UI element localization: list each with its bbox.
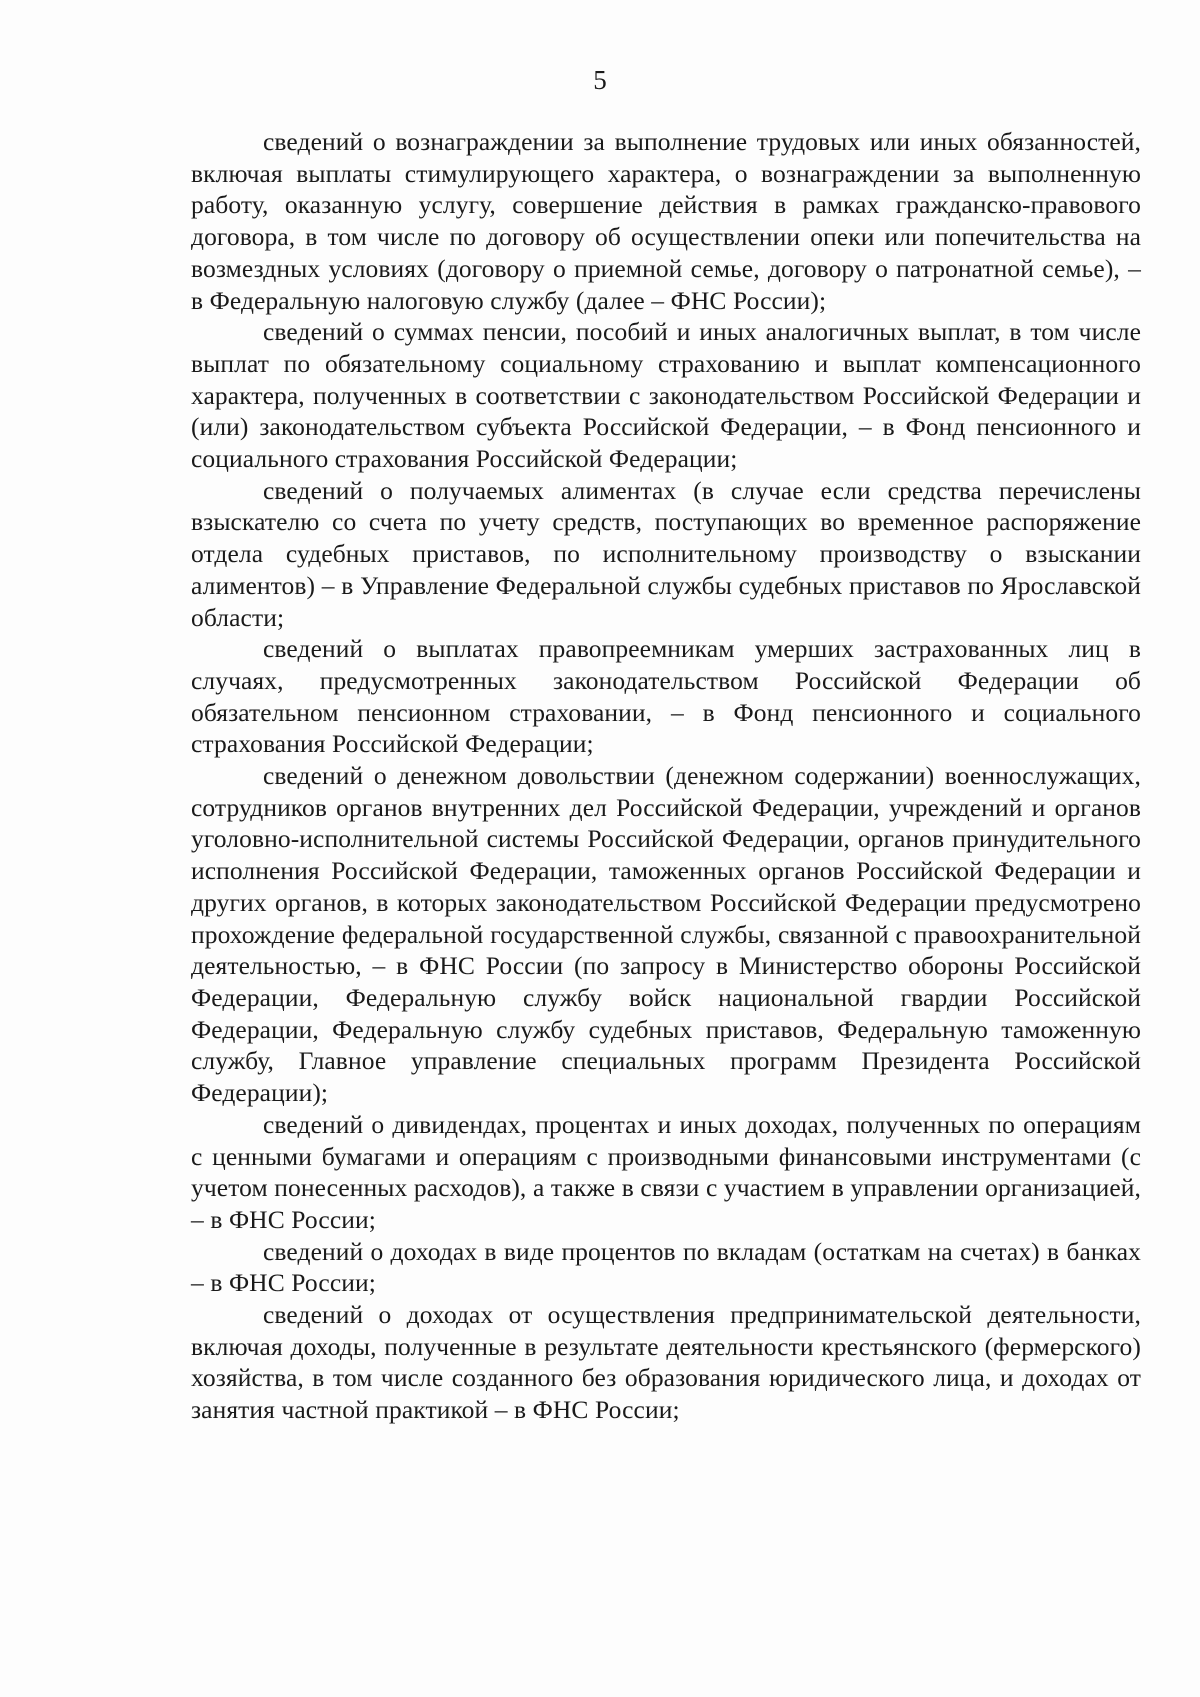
paragraph-dividends: сведений о дивидендах, процентах и иных доходах, полученных по операциям с ценными бумагами и операциям с производными финансовыми инструментами (с учетом понесенных расходов), а также в связи с участием в управлении организацией, – в ФНС России;: [191, 1109, 1141, 1234]
paragraph-successor-payments: сведений о выплатах правопреемникам умерших застрахованных лиц в случаях, предусмотренных законодательством Российской Федерации об обязательном пенсионном страховании, – в Фонд пенсионного и социального страхования Российской Федерации;: [191, 634, 1141, 759]
paragraph-military-allowance: сведений о денежном довольствии (денежном содержании) военнослужащих, сотрудников органов внутренних дел Российской Федерации, учреждений и органов уголовно-исполнительной системы Российской Федерации, органов принудительного исполнения Российской Федерации, таможенных органов Российской Федерации и других органов, в которых законодательством Российской Федерации предусмотрено прохождение федеральной государственной службы, связанной с правоохранительной деятельностью, – в ФНС России (по запросу в Министерство обороны Российской Федерации, Федеральную службу войск национальной гвардии Российской Федерации, Федеральную службу судебных приставов, Федеральную таможенную службу, Главное управление специальных программ Президента Российской Федерации);: [191, 761, 1141, 1108]
paragraph-alimony: сведений о получаемых алиментах (в случае если средства перечислены взыскателю со счета по учету средств, поступающих во временное распоряжение отдела судебных приставов, по исполнительному производству о взыскании алиментов) – в Управление Федеральной службы судебных приставов по Ярославской области;: [191, 475, 1141, 632]
paragraph-business-income: сведений о доходах от осуществления предпринимательской деятельности, включая доходы, полученные в результате деятельности крестьянского (фермерского) хозяйства, в том числе созданного без образования юридического лица, и доходах от занятия частной практикой – в ФНС России;: [191, 1300, 1141, 1425]
page-number: 5: [593, 65, 607, 95]
document-body: [191, 126, 1141, 1426]
paragraph-remuneration: сведений о вознаграждении за выполнение трудовых или иных обязанностей, включая выплаты стимулирующего характера, о вознаграждении за выполненную работу, оказанную услугу, совершение действия в рамках гражданско-правового договора, в том числе по договору об осуществлении опеки или попечительства на возмездных условиях (договору о приемной семье, договору о патронатной семье), – в Федеральную налоговую службу (далее – ФНС России);: [191, 127, 1141, 315]
paragraph-pensions-benefits: сведений о суммах пенсии, пособий и иных аналогичных выплат, в том числе выплат по обязательному социальному страхованию и выплат компенсационного характера, полученных в соответствии с законодательством Российской Федерации и (или) законодательством субъекта Российской Федерации, – в Фонд пенсионного и социального страхования Российской Федерации;: [191, 317, 1141, 474]
paragraph-deposit-interest: сведений о доходах в виде процентов по вкладам (остаткам на счетах) в банках – в ФНС России;: [191, 1236, 1141, 1298]
